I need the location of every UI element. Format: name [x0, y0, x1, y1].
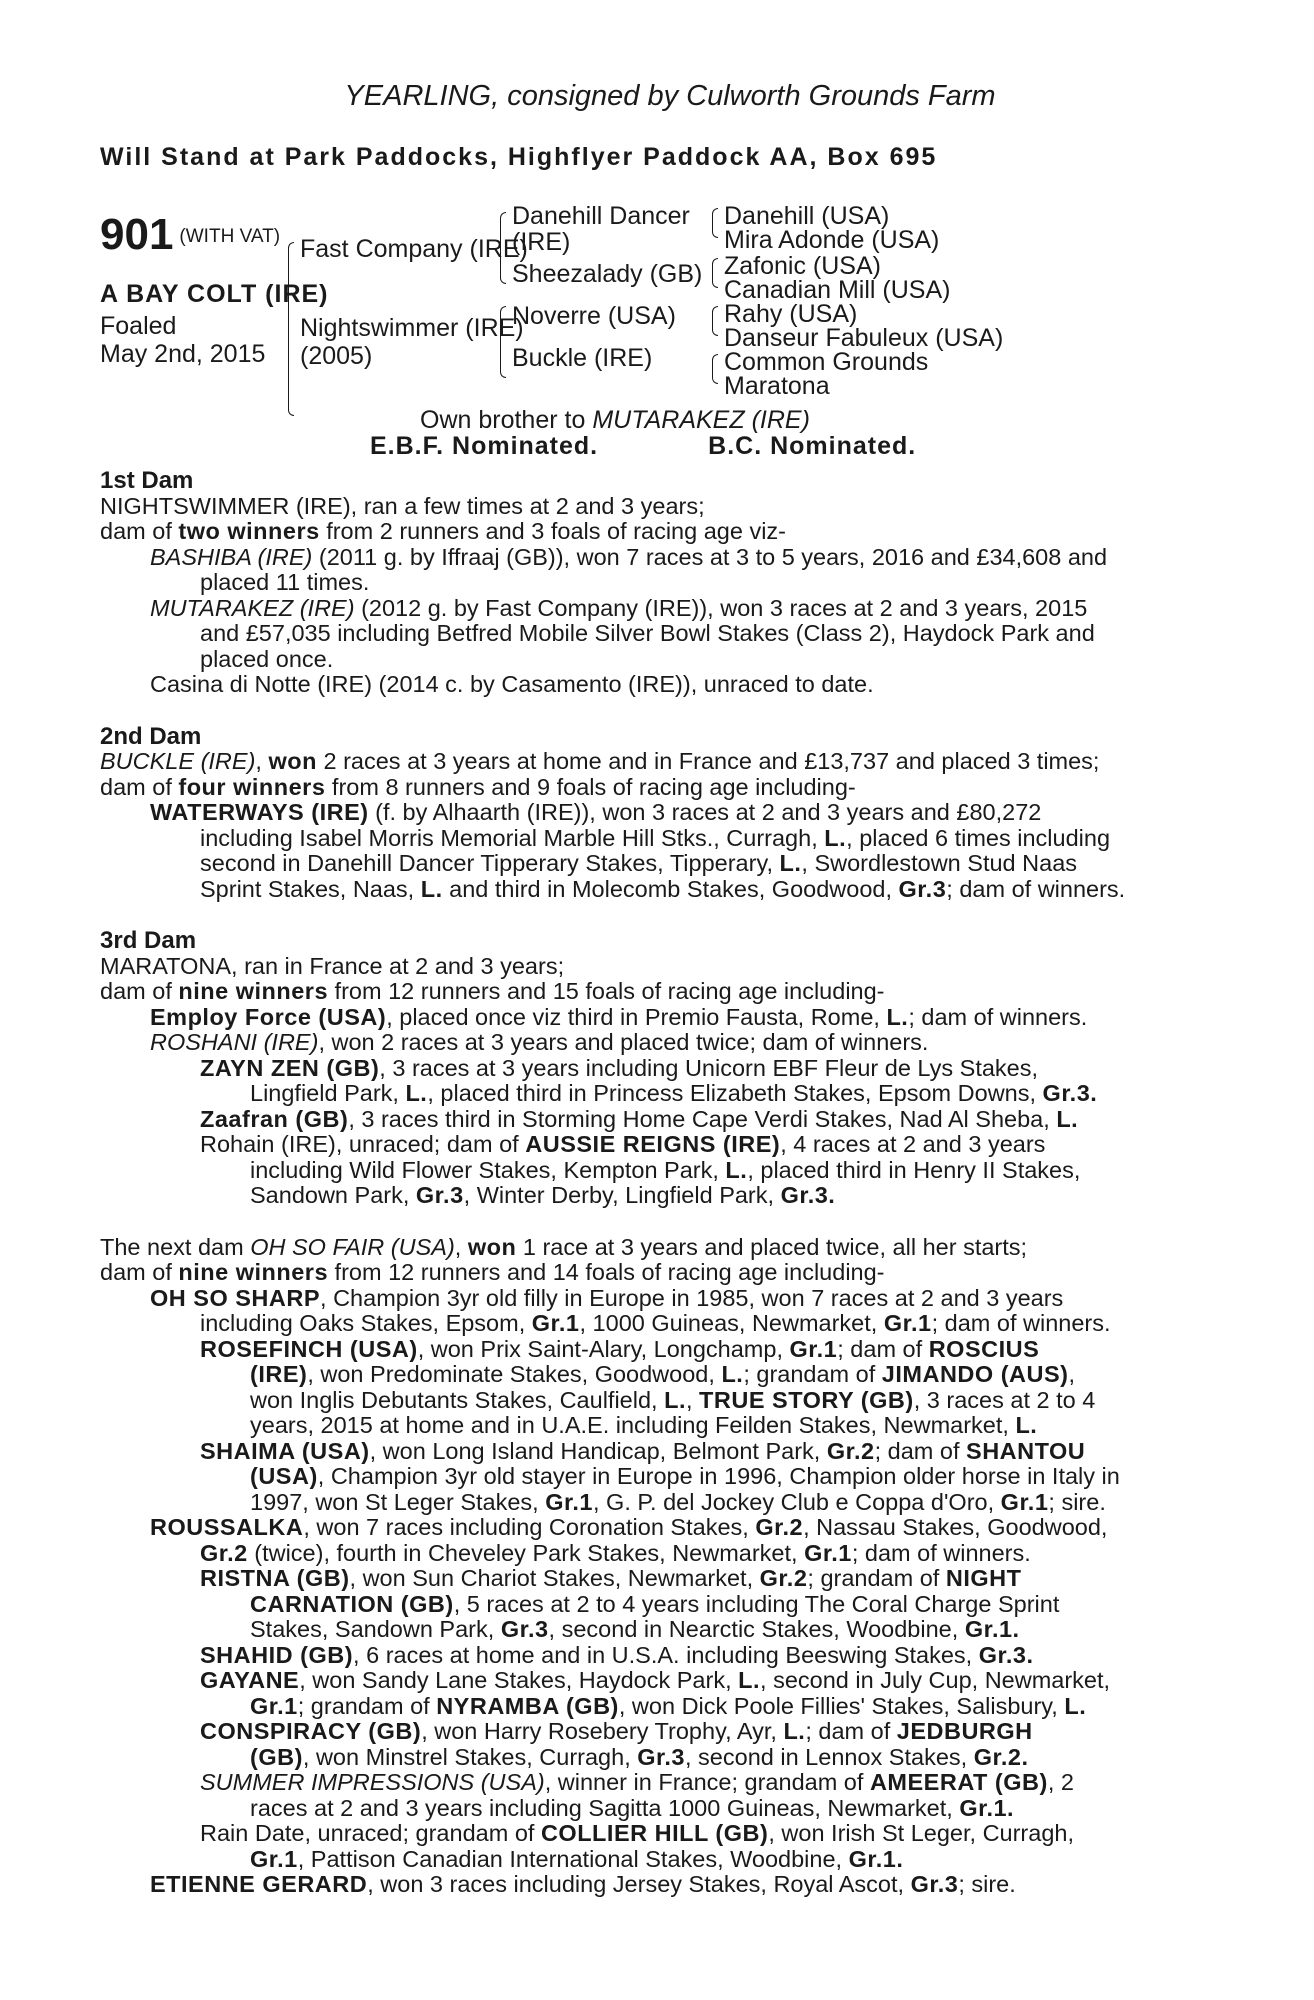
- text-run: CONSPIRACY (GB): [200, 1718, 422, 1744]
- text-run: L.: [1056, 1105, 1079, 1132]
- text-run: from 12 runners and 14 foals of racing age including-: [328, 1259, 885, 1285]
- produce-entry-continued: [100, 1311, 1210, 1337]
- text-run: Gr.1: [250, 1845, 298, 1872]
- text-run: , won 7 races including Coronation Stakes,: [303, 1514, 756, 1540]
- lot-header: [100, 202, 1210, 460]
- pedigree-dam-year: (2005): [300, 342, 373, 370]
- text-run: L.: [664, 1386, 686, 1413]
- pedigree-sire-sire: Danehill Dancer: [512, 202, 690, 230]
- text-run: (twice), fourth in Cheveley Park Stakes, Newmarket,: [247, 1539, 805, 1566]
- text-run: Gr.1: [883, 1310, 932, 1336]
- produce-entry: [100, 1132, 1210, 1158]
- text-run: ; dam of winners.: [851, 1539, 1031, 1566]
- produce-entry: [100, 1005, 1210, 1031]
- text-run: Gr.2: [826, 1437, 875, 1464]
- dam-produce-summary: [100, 979, 1210, 1005]
- pedigree-g3-1: Danehill (USA): [724, 202, 890, 230]
- section-heading: 3rd Dam: [100, 927, 197, 954]
- dam-produce-summary: [100, 775, 1210, 801]
- ebf-nomination: E.B.F. Nominated.: [370, 432, 599, 460]
- text-run: Stakes, Sandown Park,: [250, 1616, 501, 1642]
- text-run: dam of: [100, 518, 179, 544]
- text-run: including Wild Flower Stakes, Kempton Park,: [250, 1156, 726, 1183]
- text-run: , won Sandy Lane Stakes, Haydock Park,: [299, 1667, 739, 1693]
- pedigree-dam-dam: Buckle (IRE): [512, 344, 653, 372]
- text-run: , 3 races at 3 years including Unicorn EBF Fleur de Lys Stakes,: [379, 1054, 1039, 1081]
- text-run: L.: [405, 1080, 428, 1106]
- text-run: Gr.3: [637, 1743, 685, 1770]
- text-run: two winners: [178, 518, 320, 544]
- pedigree-g3-4: Canadian Mill (USA): [724, 276, 951, 304]
- text-run: Rohain (IRE), unraced; dam of: [200, 1131, 526, 1157]
- text-run: AMEERAT (GB): [869, 1769, 1048, 1795]
- text-run: SHAIMA (USA): [200, 1437, 370, 1464]
- text-run: from 2 runners and 3 foals of racing age viz-: [319, 518, 786, 544]
- text-run: L.: [779, 850, 802, 876]
- text-run: (GB): [250, 1743, 303, 1770]
- text-run: , 3 races at 2 to 4: [913, 1386, 1096, 1413]
- text-run: (USA): [250, 1463, 318, 1489]
- text-run: ; dam of winners.: [931, 1310, 1111, 1336]
- text-run: L.: [738, 1667, 761, 1693]
- text-run: ROSCIUS: [928, 1335, 1040, 1362]
- text-run: , Pattison Canadian International Stakes, Woodbine,: [297, 1845, 849, 1872]
- text-run: 1997, won St Leger Stakes,: [250, 1488, 546, 1515]
- produce-entry: [100, 1643, 1210, 1669]
- note-horse: MUTARAKEZ (IRE): [592, 406, 810, 434]
- text-run: Gr.1: [250, 1692, 298, 1719]
- vat-label: (WITH VAT): [179, 226, 281, 248]
- text-run: Gr.2.: [973, 1743, 1029, 1770]
- produce-entry-continued: [100, 1388, 1210, 1414]
- produce-entry: [100, 1821, 1210, 1847]
- next-dam-section: [100, 1235, 1210, 1898]
- text-run: (2012 g. by Fast Company (IRE)), won 3 races at 2 and 3 years, 2015: [354, 594, 1088, 621]
- text-run: ; sire.: [958, 1871, 1016, 1897]
- produce-entry: [100, 1770, 1210, 1796]
- text-run: Gr.3.: [780, 1182, 836, 1208]
- dam-intro: [100, 1235, 1210, 1261]
- text-run: ; dam of: [805, 1718, 897, 1744]
- text-run: ; dam of winners.: [946, 875, 1126, 902]
- text-run: ROSEFINCH (USA): [200, 1335, 418, 1362]
- text-run: GAYANE: [200, 1667, 300, 1693]
- text-run: , won Harry Rosebery Trophy, Ayr,: [421, 1718, 784, 1744]
- text-run: L.: [721, 1361, 744, 1387]
- text-run: , placed third in Henry II Stakes,: [747, 1156, 1081, 1183]
- produce-entry: [100, 545, 1210, 571]
- produce-entry: [100, 1030, 1210, 1056]
- produce-entry: [100, 1872, 1210, 1898]
- text-run: Gr.1: [804, 1539, 852, 1566]
- first-dam-section: [100, 468, 1210, 698]
- bc-nomination: B.C. Nominated.: [708, 432, 917, 460]
- text-run: L.: [1064, 1692, 1087, 1719]
- dam-intro: [100, 749, 1210, 775]
- text-run: L.: [725, 1156, 748, 1183]
- text-run: , 6 races at home and in U.S.A. including Beeswing Stakes,: [353, 1641, 979, 1668]
- pedigree-brace: [712, 208, 718, 238]
- text-run: , won Predominate Stakes, Goodwood,: [307, 1361, 722, 1387]
- text-run: , 5 races at 2 to 4 years including The Coral Charge Sprint: [453, 1590, 1060, 1617]
- text-run: ; grandam of: [807, 1565, 946, 1591]
- text-run: Gr.1: [531, 1310, 580, 1336]
- produce-entry-continued: [100, 826, 1210, 852]
- text-run: Rain Date, unraced; grandam of: [200, 1820, 541, 1846]
- text-run: , placed once viz third in Premio Fausta, Rome,: [386, 1003, 887, 1030]
- text-run: COLLIER HILL (GB): [540, 1820, 769, 1846]
- text-run: ROUSSALKA: [150, 1514, 304, 1540]
- text-run: , 4 races at 2 and 3 years: [780, 1131, 1046, 1157]
- stabling-location: Will Stand at Park Paddocks, Highflyer Paddock AA, Box 695: [100, 143, 938, 171]
- text-run: 1 race at 3 years and placed twice, all her starts;: [516, 1233, 1028, 1260]
- text-run: dam of: [100, 978, 179, 1004]
- lot-number-value: 901: [100, 210, 174, 259]
- text-run: , won Long Island Handicap, Belmont Park,: [369, 1437, 827, 1464]
- text-run: MUTARAKEZ (IRE): [150, 594, 355, 621]
- text-run: , won Dick Poole Fillies' Stakes, Salisbury,: [618, 1692, 1065, 1719]
- text-run: Gr.3.: [978, 1641, 1034, 1668]
- text-run: L.: [783, 1718, 806, 1744]
- text-run: four winners: [178, 773, 326, 800]
- text-run: SHANTOU: [966, 1437, 1086, 1464]
- text-run: , Nassau Stakes, Goodwood,: [803, 1514, 1108, 1540]
- text-run: L.: [420, 875, 443, 902]
- text-run: won: [268, 748, 317, 774]
- produce-entry-continued: [100, 1464, 1210, 1490]
- text-run: , second in July Cup, Newmarket,: [760, 1667, 1111, 1693]
- text-run: ; grandam of: [297, 1692, 437, 1719]
- produce-entry: [100, 1668, 1210, 1694]
- text-run: Gr.3: [910, 1871, 959, 1897]
- produce-entry: [100, 1719, 1210, 1745]
- text-run: and third in Molecomb Stakes, Goodwood,: [442, 875, 899, 902]
- produce-entry: [100, 596, 1210, 622]
- pedigree-dam-sire: Noverre (USA): [512, 302, 676, 330]
- produce-entry-continued: [100, 1183, 1210, 1209]
- text-run: OH SO FAIR (USA): [250, 1233, 455, 1260]
- text-run: JIMANDO (AUS): [881, 1361, 1069, 1387]
- text-run: JEDBURGH: [896, 1718, 1033, 1744]
- text-run: SHAHID (GB): [200, 1641, 354, 1668]
- text-run: Gr.3.: [1042, 1080, 1098, 1106]
- foaled-date: May 2nd, 2015: [100, 340, 266, 368]
- produce-entry-continued: [100, 1796, 1210, 1822]
- text-run: L.: [886, 1003, 909, 1030]
- text-run: , Champion 3yr old filly in Europe in 1985, won 7 races at 2 and 3 years: [320, 1284, 1064, 1311]
- pedigree-g3-2: Mira Adonde (USA): [724, 226, 940, 254]
- produce-entry-continued: and £57,035 including Betfred Mobile Silver Bowl Stakes (Class 2), Haydock Park and: [200, 620, 1095, 646]
- dam-intro: MARATONA, ran in France at 2 and 3 years;: [100, 952, 565, 979]
- dam-produce-summary: [100, 519, 1210, 545]
- pedigree-g3-8: Maratona: [724, 372, 830, 400]
- text-run: , won Minstrel Stakes, Curragh,: [302, 1743, 638, 1770]
- pedigree-brace: [288, 242, 294, 416]
- nominations: [100, 432, 916, 461]
- text-run: , won Sun Chariot Stakes, Newmarket,: [349, 1565, 760, 1591]
- text-run: Sandown Park,: [250, 1182, 416, 1208]
- produce-entry-continued: [100, 1617, 1210, 1643]
- text-run: Gr.1.: [959, 1794, 1015, 1821]
- text-run: NIGHT: [945, 1565, 1022, 1591]
- text-run: dam of: [100, 773, 179, 800]
- text-run: BASHIBA (IRE): [150, 543, 313, 570]
- text-run: including Isabel Morris Memorial Marble Hill Stks., Curragh,: [200, 824, 825, 851]
- produce-entry-continued: placed once.: [200, 645, 334, 672]
- text-run: (IRE): [250, 1361, 308, 1387]
- lot-number: [100, 210, 280, 260]
- text-run: (f. by Alhaarth (IRE)), won 3 races at 2 and 3 years and £80,272: [368, 799, 1042, 825]
- third-dam-section: [100, 928, 1210, 1209]
- produce-entry: [100, 1439, 1210, 1465]
- text-run: second in Danehill Dancer Tipperary Stakes, Tipperary,: [200, 850, 780, 876]
- text-run: nine winners: [178, 978, 329, 1004]
- produce-entry: [100, 1286, 1210, 1312]
- text-run: AUSSIE REIGNS (IRE): [525, 1131, 781, 1157]
- text-run: Gr.3: [500, 1616, 549, 1642]
- own-brother-note: [420, 406, 810, 435]
- text-run: , second in Nearctic Stakes, Woodbine,: [548, 1616, 965, 1642]
- produce-entry-continued: [100, 1413, 1210, 1439]
- text-run: , Swordlestown Stud Naas: [801, 850, 1078, 876]
- text-run: ROSHANI (IRE): [150, 1029, 319, 1055]
- text-run: OH SO SHARP: [150, 1284, 321, 1311]
- produce-entry-continued: placed 11 times.: [200, 569, 370, 595]
- text-run: dam of: [100, 1259, 179, 1285]
- text-run: , second in Lennox Stakes,: [685, 1743, 974, 1770]
- note-prefix: Own brother to: [420, 406, 593, 434]
- pedigree-sire-sire-country: (IRE): [512, 228, 571, 256]
- text-run: Gr.2: [759, 1565, 808, 1591]
- text-run: ; dam of: [837, 1335, 929, 1362]
- text-run: ETIENNE GERARD: [150, 1871, 368, 1897]
- text-run: , Winter Derby, Lingfield Park,: [463, 1182, 781, 1208]
- text-run: Gr.3: [898, 875, 947, 902]
- produce-entry: [100, 800, 1210, 826]
- produce-entry-continued: [100, 851, 1210, 877]
- text-run: Gr.2: [755, 1514, 804, 1540]
- pedigree-dam: Nightswimmer (IRE): [300, 314, 524, 342]
- dam-produce-summary: [100, 1260, 1210, 1286]
- horse-description: A BAY COLT (IRE): [100, 280, 329, 308]
- text-run: , 2: [1047, 1769, 1074, 1795]
- section-heading: 2nd Dam: [100, 722, 202, 750]
- text-run: Gr.1: [1000, 1488, 1049, 1515]
- produce-entry: [100, 1515, 1210, 1541]
- text-run: , won Prix Saint-Alary, Longchamp,: [417, 1335, 790, 1362]
- pedigree-brace: [712, 258, 718, 288]
- text-run: races at 2 and 3 years including Sagitta 1000 Guineas, Newmarket,: [250, 1794, 960, 1821]
- produce-entry-continued: [100, 1694, 1210, 1720]
- text-run: WATERWAYS (IRE): [150, 799, 369, 825]
- pedigree-g3-6: Danseur Fabuleux (USA): [724, 324, 1004, 352]
- produce-entry: [100, 1056, 1210, 1082]
- text-run: SUMMER IMPRESSIONS (USA): [200, 1769, 545, 1795]
- produce-entry-continued: [100, 1541, 1210, 1567]
- dam-intro: NIGHTSWIMMER (IRE), ran a few times at 2 and 3 years;: [100, 492, 705, 519]
- pedigree-brace: [712, 354, 718, 384]
- pedigree-sire-dam: Sheezalady (GB): [512, 260, 703, 288]
- text-run: The next dam: [100, 1233, 251, 1260]
- text-run: ; sire.: [1048, 1488, 1106, 1515]
- text-run: , G. P. del Jockey Club e Coppa d'Oro,: [592, 1488, 1001, 1515]
- pedigree-brace: [712, 306, 718, 336]
- text-run: ; dam of: [874, 1437, 967, 1464]
- pedigree-sire: Fast Company (IRE): [300, 235, 528, 263]
- consignor-line: YEARLING, consigned by Culworth Grounds Farm: [344, 80, 996, 112]
- produce-entry: Casina di Notte (IRE) (2014 c. by Casamento (IRE)), unraced to date.: [150, 671, 874, 697]
- produce-entry-continued: [100, 1158, 1210, 1184]
- text-run: years, 2015 at home and in U.A.E. including Feilden Stakes, Newmarket,: [250, 1412, 1016, 1438]
- text-run: , placed third in Princess Elizabeth Stakes, Epsom Downs,: [427, 1080, 1043, 1106]
- text-run: Sprint Stakes, Naas,: [200, 875, 421, 902]
- text-run: from 8 runners and 9 foals of racing age including-: [325, 773, 856, 800]
- section-heading: 1st Dam: [100, 467, 194, 494]
- text-run: Gr.1: [789, 1335, 838, 1362]
- text-run: CARNATION (GB): [250, 1590, 454, 1617]
- text-run: ; dam of winners.: [908, 1003, 1088, 1030]
- text-run: Employ Force (USA): [150, 1003, 387, 1030]
- text-run: Gr.2: [200, 1539, 248, 1566]
- text-run: ,: [1068, 1361, 1075, 1387]
- text-run: including Oaks Stakes, Epsom,: [200, 1310, 532, 1336]
- produce-entry: [100, 1107, 1210, 1133]
- text-run: Lingfield Park,: [250, 1080, 406, 1106]
- second-dam-section: [100, 724, 1210, 903]
- text-run: , Champion 3yr old stayer in Europe in 1996, Champion older horse in Italy in: [317, 1463, 1120, 1489]
- foaled-label: Foaled: [100, 312, 177, 340]
- pedigree-g3-5: Rahy (USA): [724, 300, 858, 328]
- text-run: ,: [454, 1233, 468, 1260]
- pedigree-g3-7: Common Grounds: [724, 348, 929, 376]
- produce-entry-continued: [100, 1081, 1210, 1107]
- text-run: , won 2 races at 3 years and placed twice; dam of winners.: [318, 1029, 929, 1055]
- pedigree-g3-3: Zafonic (USA): [724, 252, 881, 280]
- text-run: (2011 g. by Iffraaj (GB)), won 7 races at 3 to 5 years, 2016 and £34,608 and: [312, 543, 1108, 570]
- text-run: , won 3 races including Jersey Stakes, Royal Ascot,: [367, 1871, 911, 1897]
- produce-entry: [100, 1337, 1210, 1363]
- produce-entry-continued: [100, 1847, 1210, 1873]
- text-run: , 1000 Guineas, Newmarket,: [579, 1310, 884, 1336]
- text-run: RISTNA (GB): [200, 1565, 350, 1591]
- produce-entry-continued: [100, 1490, 1210, 1516]
- text-run: from 12 runners and 15 foals of racing age including-: [328, 978, 885, 1004]
- text-run: ,: [685, 1386, 700, 1413]
- text-run: , 3 races third in Storming Home Cape Verdi Stakes, Nad Al Sheba,: [348, 1105, 1057, 1132]
- text-run: Gr.3: [415, 1182, 464, 1208]
- produce-entry: [100, 1566, 1210, 1592]
- produce-entry-continued: [100, 1362, 1210, 1388]
- text-run: , winner in France; grandam of: [544, 1769, 870, 1795]
- text-run: Zaafran (GB): [200, 1105, 349, 1132]
- text-run: TRUE STORY (GB): [699, 1386, 914, 1413]
- text-run: NYRAMBA (GB): [436, 1692, 619, 1719]
- text-run: 2 races at 3 years at home and in France and £13,737 and placed 3 times;: [316, 748, 1100, 774]
- text-run: L.: [824, 824, 847, 851]
- text-run: ,: [255, 748, 269, 774]
- produce-entry-continued: [100, 1592, 1210, 1618]
- produce-entry-continued: [100, 877, 1210, 903]
- text-run: Gr.1: [545, 1488, 593, 1515]
- text-run: L.: [1015, 1412, 1038, 1438]
- text-run: , placed 6 times including: [846, 824, 1111, 851]
- text-run: won: [467, 1233, 517, 1260]
- text-run: , won Irish St Leger, Curragh,: [768, 1820, 1074, 1846]
- text-run: nine winners: [178, 1259, 329, 1285]
- text-run: Gr.1.: [848, 1845, 904, 1872]
- catalogue-page: [100, 80, 1210, 1898]
- text-run: BUCKLE (IRE): [100, 748, 256, 774]
- text-run: Gr.1.: [964, 1616, 1020, 1642]
- text-run: ; grandam of: [743, 1361, 882, 1387]
- text-run: won Inglis Debutants Stakes, Caulfield,: [250, 1386, 665, 1413]
- text-run: ZAYN ZEN (GB): [200, 1054, 380, 1081]
- produce-entry-continued: [100, 1745, 1210, 1771]
